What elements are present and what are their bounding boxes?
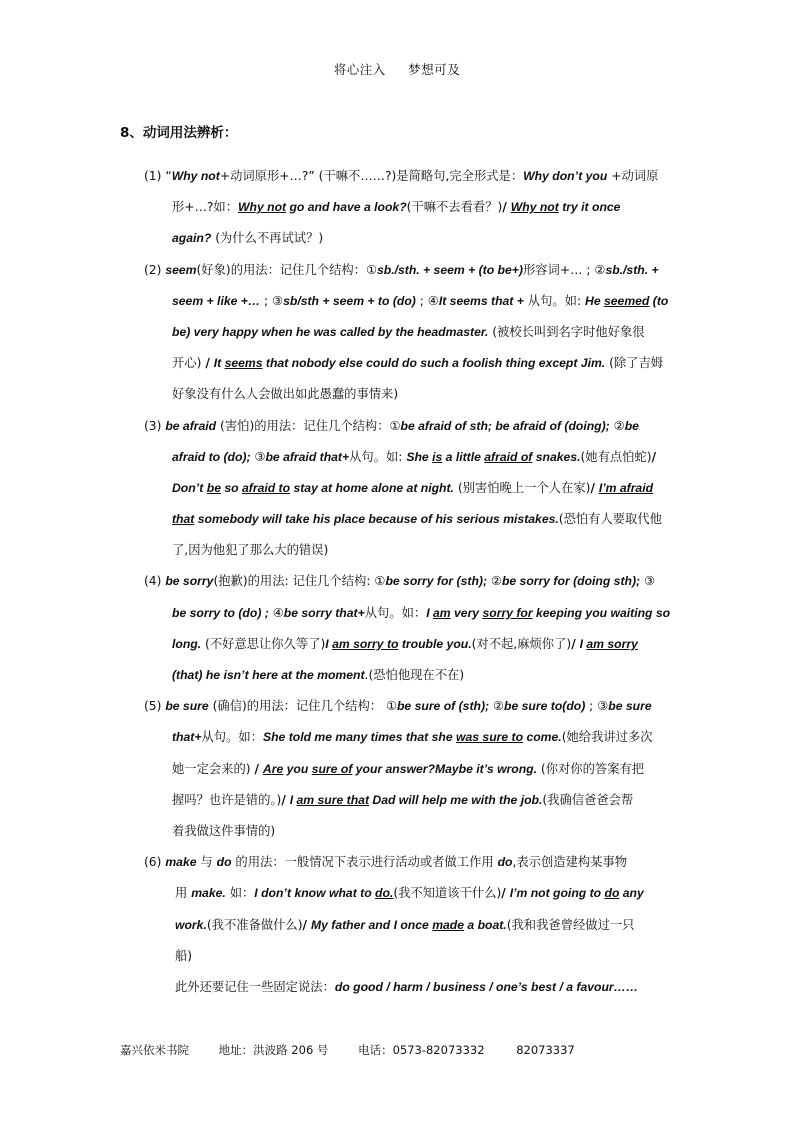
header-left: 将心注入	[333, 62, 386, 77]
footer-school: 嘉兴依米书院	[120, 1043, 189, 1057]
usage-item-4	[144, 566, 684, 691]
text-line: 好象没有什么人会做出如此愚蠢的事情来)	[172, 387, 399, 402]
text-line: (that) he isn’t here at the moment.(恐怕他现在不在)	[172, 668, 465, 682]
text-line: 形+…?如：Why not go and have a look?(干嘛不去看看？)/ Why not try it once	[172, 200, 621, 215]
page-header	[0, 60, 794, 78]
text-line: 她一定会来的) / Are you sure of your answer?Maybe it’s wrong. (你对你的答案有把	[172, 761, 645, 776]
usage-item-2	[144, 255, 684, 411]
text-line: (1) “Why not+动词原形+…?” (干嘛不……?)是简略句,完全形式是：Why don’t you +动词原	[144, 169, 659, 183]
text-line: again? (为什么不再试试？)	[172, 231, 324, 246]
text-line: that somebody will take his place because of his serious mistakes.(恐怕有人要取代他	[172, 512, 662, 527]
footer-address: 地址：洪波路 206 号	[218, 1043, 329, 1057]
text-line: 用 make. 如：I don’t know what to do.(我不知道该干什么)/ I’m not going to do any	[175, 886, 644, 901]
text-line: seem + like +… ; ③sb/sth + seem + to (do) ; ④It seems that + 从句。如: He seemed (to	[172, 293, 669, 308]
header-right: 梦想可及	[408, 62, 461, 77]
text-line: 了,因为他犯了那么大的错误)	[172, 543, 329, 558]
usage-item-1	[144, 161, 684, 255]
text-line: 握吗？也许是错的。)/ I am sure that Dad will help me with the job.(我确信爸爸会帮	[172, 792, 634, 807]
text-line: 此外还要记住一些固定说法：do good / harm / business / one’s best / a favour……	[175, 979, 639, 994]
usage-item-5	[144, 691, 684, 847]
text-line: that+从句。如：She told me many times that she was sure to come.(她给我讲过多次	[172, 730, 653, 745]
text-line: be) very happy when he was called by the headmaster. (被校长叫到名字时他好象很	[172, 324, 645, 339]
footer-phone2: 82073337	[516, 1043, 575, 1057]
usage-item-3	[144, 411, 684, 567]
text-line: 着我做这件事情的)	[172, 823, 276, 838]
text-line: Don’t be so afraid to stay at home alone at night. (别害怕晚上一个人在家)/ I’m afraid	[172, 480, 654, 495]
text-line: 船)	[175, 948, 193, 963]
text-line: (3) be afraid (害怕)的用法：记住几个结构：①be afraid of sth; be afraid of (doing); ②be	[144, 418, 639, 433]
text-line: work.(我不准备做什么)/ My father and I once made a boat.(我和我爸曾经做过一只	[175, 917, 635, 932]
text-line: (5) be sure (确信)的用法：记住几个结构： ①be sure of (sth); ②be sure to(do) ; ③be sure	[144, 699, 652, 714]
text-line: long. (不好意思让你久等了)I am sorry to trouble you.(对不起,麻烦你了)/ I am sorry	[172, 636, 638, 651]
content-body	[144, 161, 684, 1003]
text-line: (6) make 与 do 的用法：一般情况下表示进行活动或者做工作用 do,表示创造建构某事物	[144, 855, 628, 870]
text-line: be sorry to (do) ; ④be sorry that+从句。如：I am very sorry for keeping you waiting so	[172, 605, 671, 620]
text-line: 开心) / It seems that nobody else could do such a foolish thing except Jim. (除了吉姆	[172, 356, 664, 371]
text-line: (2) seem(好象)的用法：记住几个结构：①sb./sth. + seem + (to be+)形容词+… ; ②sb./sth. +	[144, 262, 659, 277]
page-footer	[120, 1042, 601, 1058]
text-line: (4) be sorry(抱歉)的用法: 记住几个结构: ①be sorry for (sth); ②be sorry for (doing sth); ③	[144, 574, 656, 589]
usage-item-6	[144, 847, 684, 1003]
section-title: 8、动词用法辨析：	[120, 125, 238, 141]
text-line: afraid to (do); ③be afraid that+从句。如: She is a little afraid of snakes.(她有点怕蛇)/	[172, 449, 657, 464]
footer-phone: 电话：0573-82073332	[358, 1043, 485, 1057]
